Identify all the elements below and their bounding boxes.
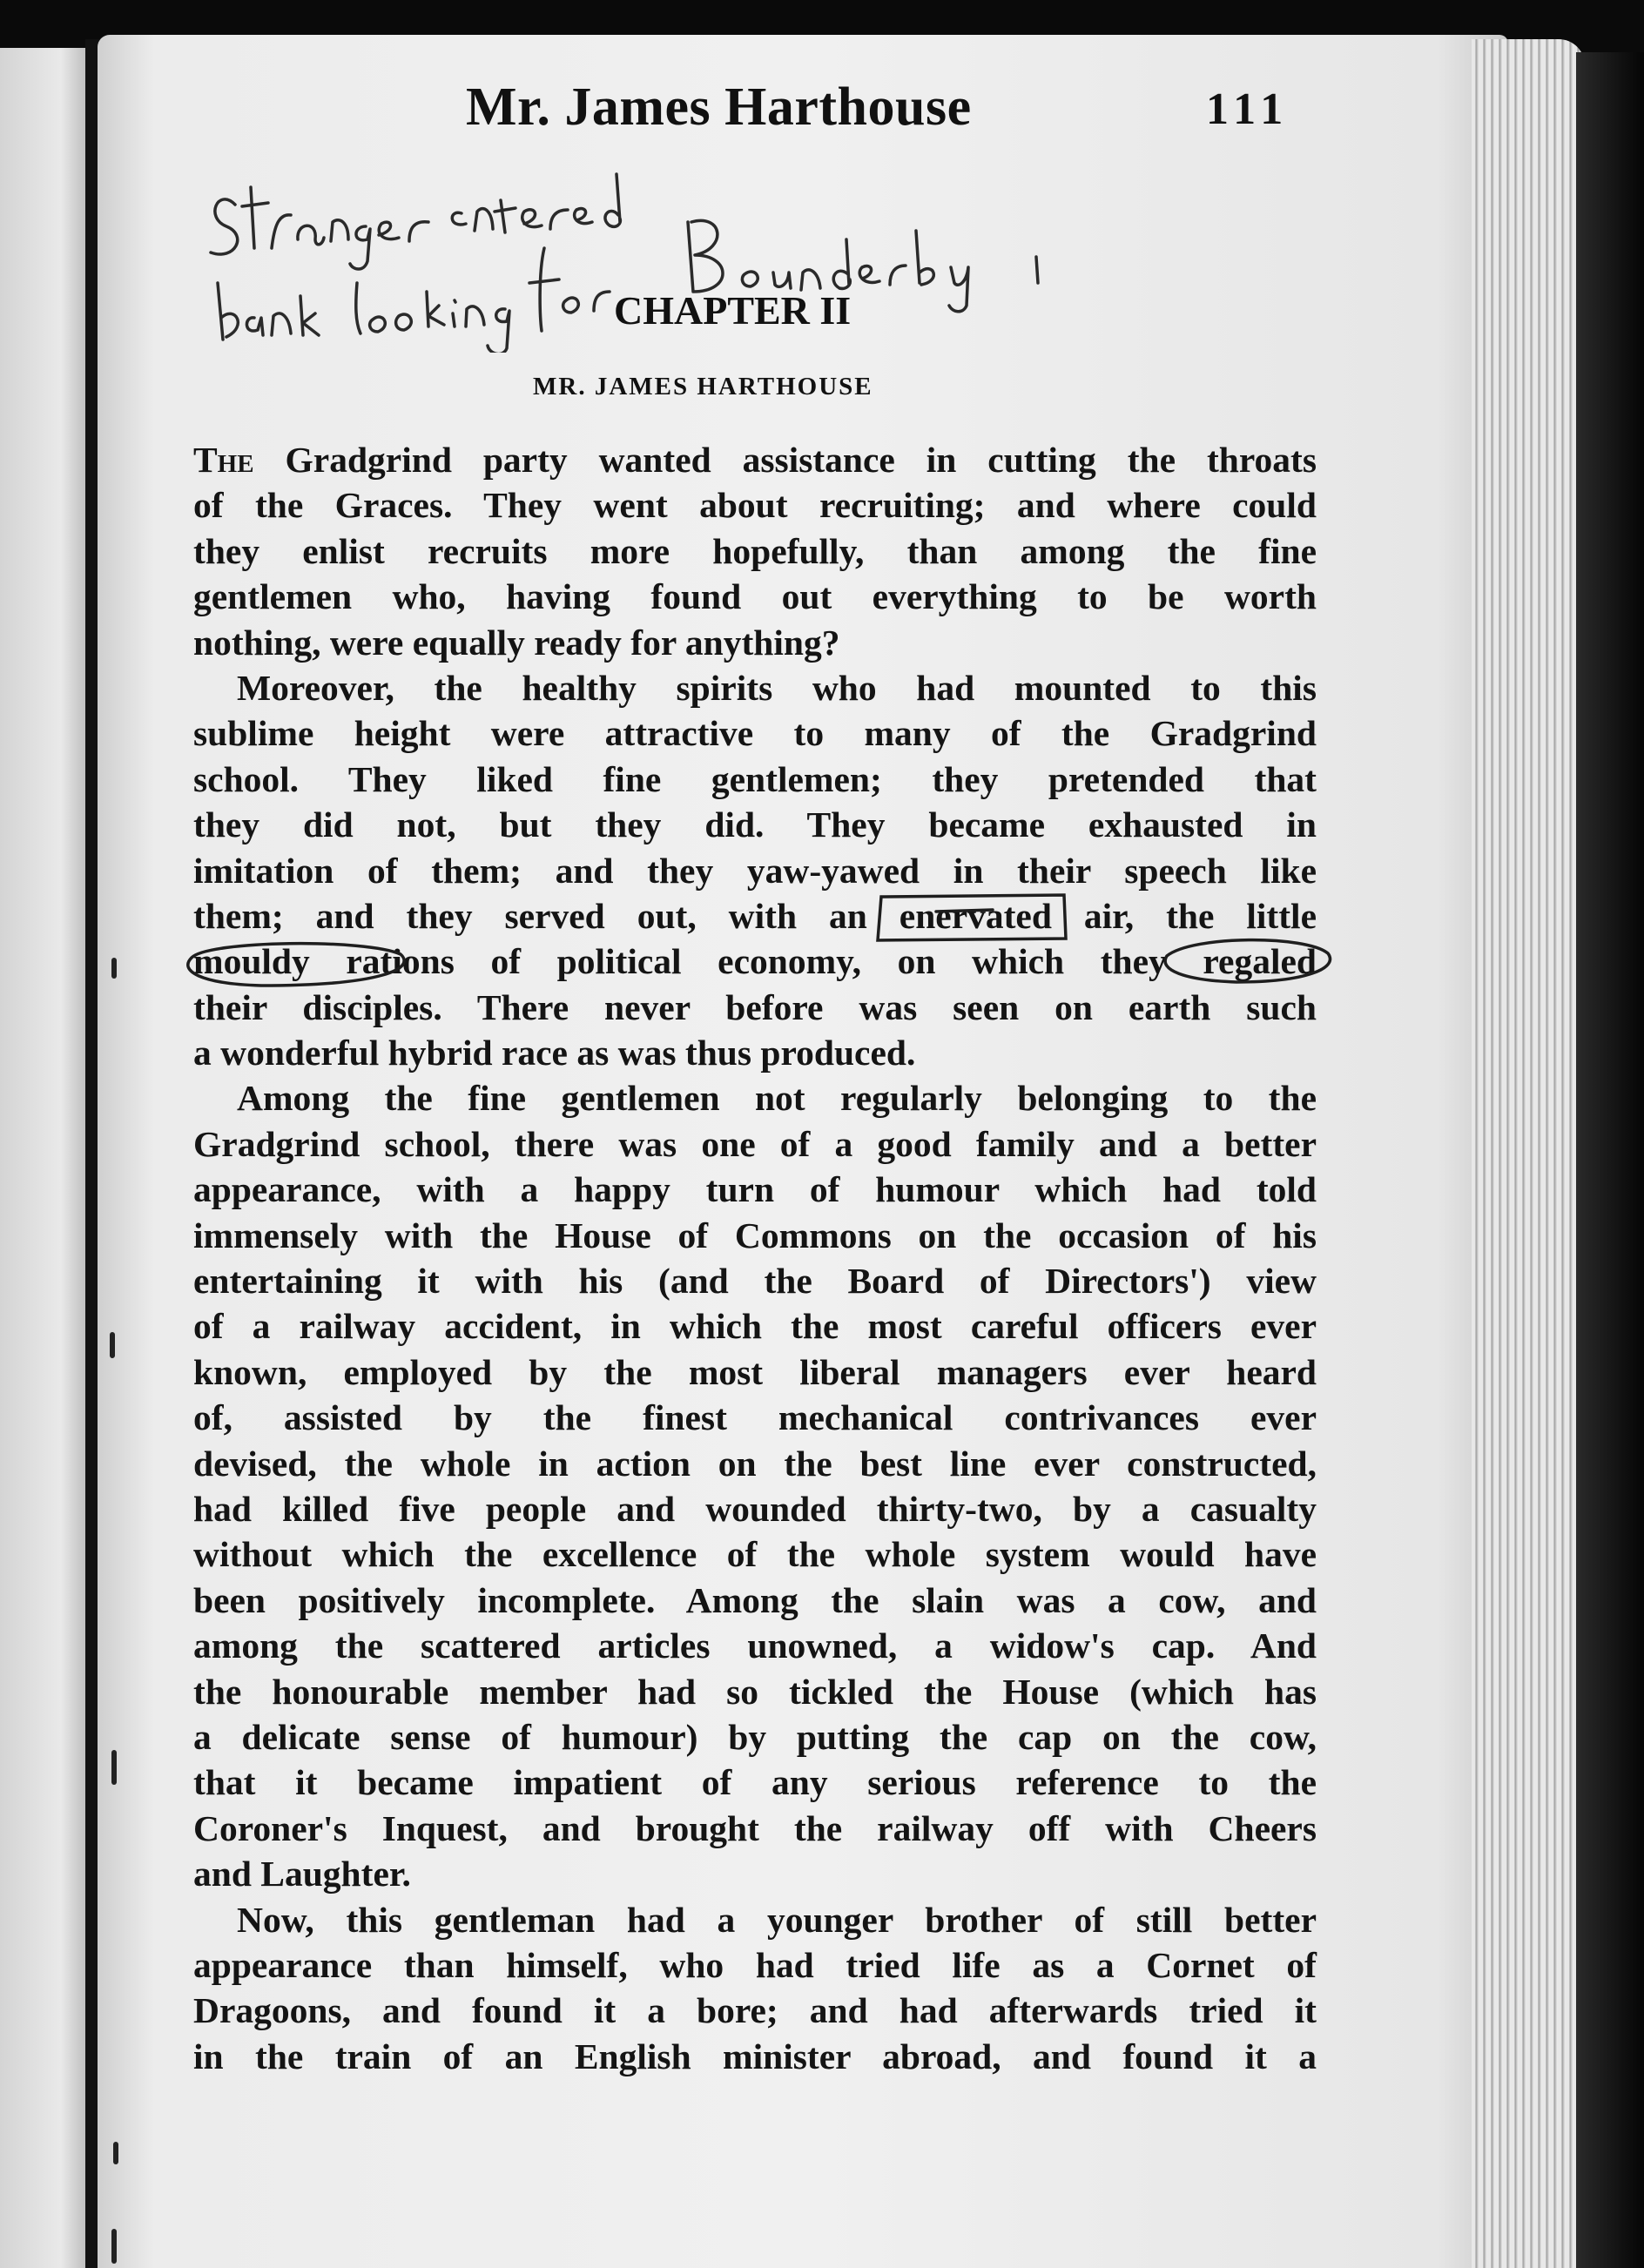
page-number: 111 [1206, 84, 1290, 134]
text-line: that it became impatient of any serious reference to the [193, 1762, 1317, 1803]
page-block-edges [1472, 39, 1585, 2268]
text-line: Now, this gentleman had a younger brother of still better [237, 1899, 1317, 1940]
text-line: school. They liked fine gentlemen; they pretended that [193, 758, 1317, 799]
text-line: immensely with the House of Commons on the occasion of his [193, 1215, 1317, 1255]
text-line: of the Graces. They went about recruiting; and where could [193, 485, 1317, 526]
text-line: a delicate sense of humour) by putting the cap on the cow, [193, 1716, 1317, 1757]
chapter-subtitle: MR. JAMES HARTHOUSE [533, 373, 873, 400]
text-line: devised, the whole in action on the best line ever constructed, [193, 1443, 1317, 1484]
text-line: sublime height were attractive to many of the Gradgrind [193, 713, 1317, 754]
text-line: and Laughter. [193, 1854, 411, 1894]
text-line: Moreover, the healthy spirits who had mounted to this [237, 667, 1317, 708]
text-line: their disciples. There never before was seen on earth such [193, 986, 1317, 1027]
text-line: Coroner's Inquest, and brought the railway off with Cheers [193, 1807, 1317, 1848]
text-line: of a railway accident, in which the most careful officers ever [193, 1306, 1317, 1347]
margin-mark [111, 2229, 117, 2264]
text-line: known, employed by the most liberal managers ever heard [193, 1351, 1317, 1392]
page-edge-shadow [1576, 52, 1644, 2268]
text-line: The Gradgrind party wanted assistance in cutting the throats [193, 440, 1317, 480]
text-line: appearance, with a happy turn of humour which had told [193, 1169, 1317, 1210]
text-line: among the scattered articles unowned, a widow's cap. And [193, 1625, 1317, 1666]
body-text [193, 437, 1317, 2079]
text-line: appearance than himself, who had tried life as a Cornet of [193, 1944, 1317, 1985]
text-line: gentlemen who, having found out everything to be worth [193, 576, 1317, 617]
text-line: had killed five people and wounded thirty-two, by a casualty [193, 1488, 1317, 1529]
margin-mark [110, 1332, 115, 1358]
text-line: Dragoons, and found it a bore; and had afterwards tried it [193, 1990, 1317, 2031]
text-line: in the train of an English minister abroad, and found it a [193, 2036, 1317, 2076]
text-line: entertaining it with his (and the Board of Directors') view [193, 1261, 1317, 1302]
chapter-title: CHAPTER II [614, 288, 852, 333]
text-line: nothing, were equally ready for anything? [193, 622, 840, 663]
margin-mark [113, 2142, 118, 2164]
margin-mark [111, 958, 117, 979]
text-line: of, assisted by the finest mechanical contrivances ever [193, 1397, 1317, 1438]
text-line: Among the fine gentlemen not regularly belonging to the [237, 1078, 1317, 1119]
facing-page-edge [0, 48, 87, 2268]
text-line: them; and they served out, with an enervated air, the little [193, 895, 1317, 936]
running-head: Mr. James Harthouse [466, 77, 972, 137]
text-line: Gradgrind school, there was one of a good family and a better [193, 1123, 1317, 1164]
text-line: they did not, but they did. They became exhausted in [193, 804, 1317, 845]
margin-mark [111, 1750, 117, 1785]
text-line: mouldy rations of political economy, on which they regaled [193, 941, 1317, 982]
text-line: without which the excellence of the whole system would have [193, 1534, 1317, 1575]
text-line: a wonderful hybrid race as was thus produced. [193, 1033, 916, 1073]
text-line: they enlist recruits more hopefully, than among the fine [193, 530, 1317, 571]
lead-word: The [193, 440, 254, 480]
text-line: imitation of them; and they yaw-yawed in their speech like [193, 850, 1317, 891]
text-line: the honourable member had so tickled the House (which has [193, 1671, 1317, 1712]
text-line: been positively incomplete. Among the slain was a cow, and [193, 1579, 1317, 1620]
